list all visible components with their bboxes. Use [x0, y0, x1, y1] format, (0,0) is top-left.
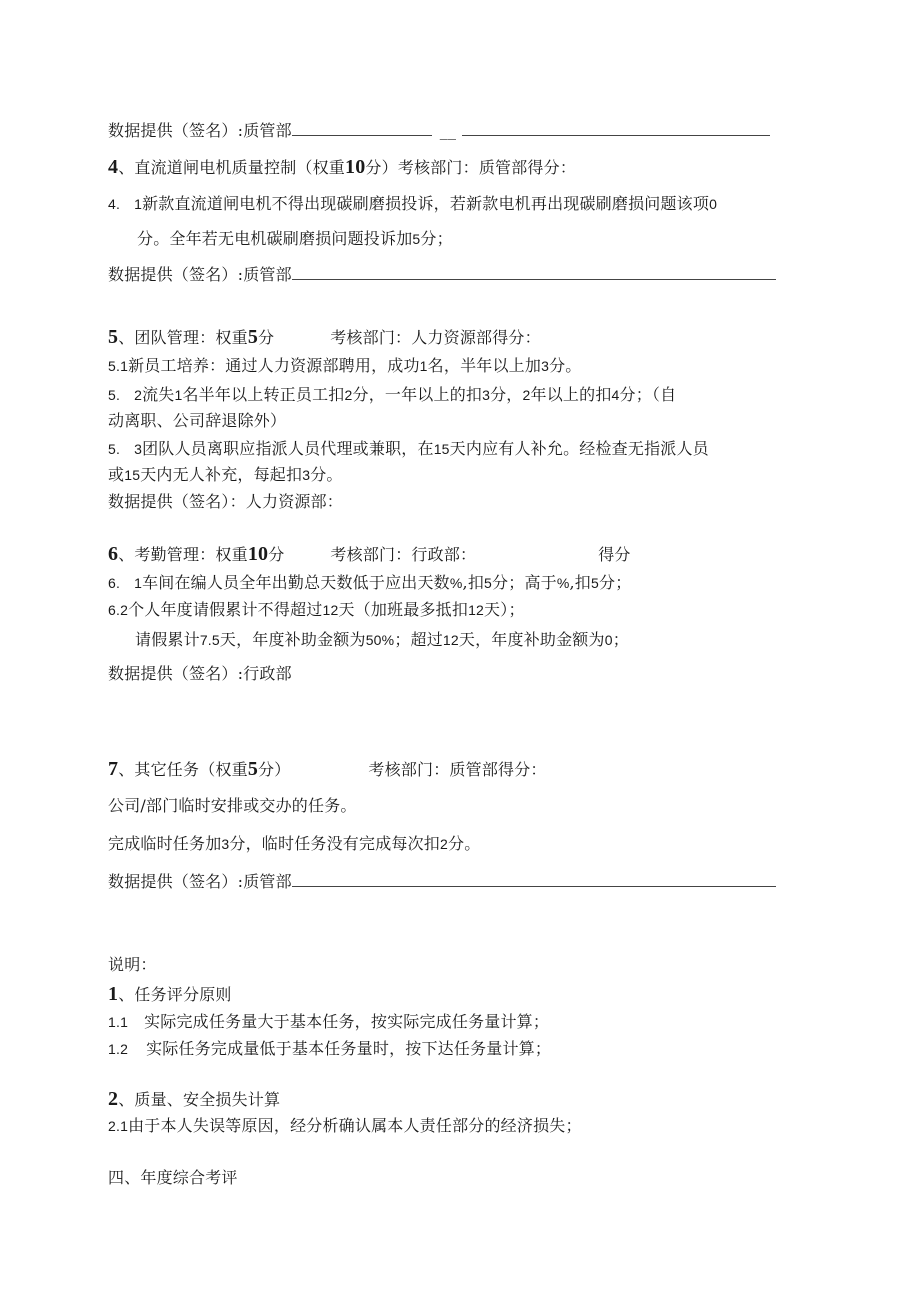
section-four-title: [108, 1168, 238, 1188]
s5-item-3: [108, 439, 709, 459]
s5-weight: 5: [247, 326, 259, 348]
s7-weight: 5: [247, 758, 259, 780]
s7-sign-blank: [292, 874, 776, 887]
s6-weight: 10: [247, 543, 269, 565]
notes-p1-item-1: [108, 1012, 549, 1032]
s3-sign-separator: __: [439, 121, 457, 140]
s4-item-line-1: [108, 194, 717, 214]
s4-item-text-2: 分。全年若无电机碳刷磨损问题投诉加: [137, 229, 413, 248]
s4-item-sub: 1: [134, 196, 143, 212]
s6-item-1-c: 分；高于: [492, 573, 557, 592]
s6-item-1-b: ,扣: [462, 573, 485, 592]
s6-item-2-line-2-e: ；: [612, 630, 629, 649]
s7-weight-unit: 分）: [258, 760, 291, 779]
s5-weight-unit: 分: [258, 328, 275, 347]
s6-item-1-sub: 1: [134, 575, 143, 591]
s6-item-1: [108, 573, 631, 593]
s6-sign-label: 数据提供（签名）:行政部: [108, 664, 292, 683]
s6-item-2-line-2-n3: 12: [442, 632, 459, 648]
notes-p1-number: 1: [108, 983, 119, 1005]
notes-p2-item-1-text: 由于本人失误等原因，经分析确认属本人责任部分的经济损失；: [128, 1116, 582, 1135]
s5-item-2-n1: 1: [174, 387, 183, 403]
s5-item-3-line-2-b: 天内无人补充，每起扣: [140, 465, 303, 484]
s6-item-2-number: 6.2: [108, 602, 129, 618]
s6-number: 6: [108, 543, 119, 565]
s6-item-2-a: 个人年度请假累计不得超过: [128, 600, 323, 619]
s6-sign-line: [108, 664, 292, 684]
s4-sign-line: [108, 265, 776, 285]
s6-item-1-d: ,扣: [569, 573, 592, 592]
s7-line-2-n2: 2: [440, 836, 449, 852]
s6-item-1-number: 6.: [108, 575, 121, 591]
s5-item-2-c: 分，一年以上的扣: [352, 385, 483, 404]
s5-item-3-number: 5.: [108, 441, 121, 457]
s7-line-2-a: 完成临时任务加: [108, 834, 222, 853]
s6-item-2-n2: 12: [468, 602, 485, 618]
notes-p1-item-2: [108, 1039, 551, 1059]
s5-item-2-n3: 3: [482, 387, 491, 403]
s5-item-3-line-2-a: 或: [108, 465, 125, 484]
s6-item-2-line-2: [135, 630, 629, 650]
s5-item-2-n2: 2: [344, 387, 353, 403]
s6-item-1-n1: 5: [484, 575, 493, 591]
s7-line-2-n1: 3: [221, 836, 230, 852]
s5-item-3-line-2-c: 分。: [310, 465, 343, 484]
s5-item-2-line-2-text: 动离职、公司辞退除外）: [108, 411, 287, 430]
s5-item-2-f: 分；（自: [619, 385, 677, 404]
notes-p1-item-1-text: 实际完成任务量大于基本任务，按实际完成任务量计算；: [144, 1012, 550, 1031]
s6-item-1-pct2: %: [556, 575, 570, 591]
s7-sign-line: [108, 872, 776, 892]
s6-item-2-n1: 12: [322, 602, 339, 618]
s4-sign-blank: [292, 267, 776, 280]
s6-score: 得分: [598, 545, 631, 564]
s4-title-after: 分）考核部门：质管部得分：: [365, 158, 577, 177]
s5-sign-line: [108, 492, 343, 512]
s5-item-1: [108, 356, 581, 376]
s4-item-text-1-end: 0: [709, 196, 718, 212]
notes-p2-title: 、质量、安全损失计算: [118, 1090, 281, 1109]
s7-line-2-c: 分。: [448, 834, 481, 853]
s7-number: 7: [108, 758, 119, 780]
notes-heading: [108, 955, 157, 975]
s6-item-2-line-2-b: 天，年度补助金额为: [219, 630, 366, 649]
s5-item-1-mid: 名，半年以上加: [427, 356, 542, 375]
s3-sign-blank-1: [292, 123, 432, 136]
s4-heading: [108, 157, 576, 178]
s6-item-2: [108, 600, 525, 620]
s6-item-1-pct: %: [449, 575, 463, 591]
s5-dept: 考核部门：人力资源部得分：: [330, 328, 541, 347]
s6-item-2-line-2-c: ；超过: [394, 630, 443, 649]
s6-item-1-e: 分；: [599, 573, 632, 592]
s6-title: 、考勤管理：权重: [118, 545, 248, 564]
s5-item-1-number: 5.1: [108, 358, 129, 374]
s5-sign-label: 数据提供（签名）：人力资源部：: [108, 492, 344, 511]
s5-item-3-line-2: [108, 465, 343, 485]
s5-title: 、团队管理：权重: [118, 328, 248, 347]
s7-heading: [108, 759, 547, 780]
s4-item-number: 4.: [108, 196, 121, 212]
s5-item-2-line-2: [108, 411, 286, 431]
s6-item-1-a: 车间在编人员全年出勤总天数低于应出天数: [142, 573, 450, 592]
s6-dept: 考核部门：行政部：: [330, 545, 477, 564]
s5-heading: [108, 327, 541, 348]
notes-p1-item-2-number: 1.2: [108, 1041, 129, 1057]
s5-item-2-number: 5.: [108, 387, 121, 403]
s6-item-2-line-2-d: 天，年度补助金额为: [458, 630, 605, 649]
s6-item-2-line-2-n4: 0: [604, 632, 613, 648]
s7-line-2: [108, 834, 480, 854]
section-four-title-text: 四、年度综合考评: [108, 1168, 238, 1187]
s5-item-3-line-2-n2: 3: [302, 467, 311, 483]
s4-weight: 10: [345, 156, 366, 178]
notes-p2-number: 2: [108, 1088, 119, 1110]
s6-item-2-line-2-n1: 7.5: [199, 632, 220, 648]
s6-heading: [108, 544, 631, 565]
s5-item-1-end: 分。: [549, 356, 582, 375]
s7-line-2-b: 分，临时任务没有完成每次扣: [229, 834, 441, 853]
s7-sign-label: 数据提供（签名）:质管部: [108, 872, 292, 891]
s5-item-3-n1: 15: [433, 441, 450, 457]
s5-item-2-d: 分，: [490, 385, 523, 404]
s4-item-text-2-num: 5: [412, 231, 421, 247]
s5-item-2-e: 年以上的扣: [530, 385, 612, 404]
s6-weight-unit: 分: [268, 545, 285, 564]
s6-item-2-line-2-n2: 50%: [365, 632, 395, 648]
s5-item-1-n1: 1: [419, 358, 428, 374]
s6-item-1-n2: 5: [591, 575, 600, 591]
s3-sign-label: 数据提供（签名）:质管部: [108, 121, 292, 140]
s5-item-1-n2: 3: [541, 358, 550, 374]
s5-item-3-a: 团队人员离职应指派人员代理或兼职，在: [142, 439, 434, 458]
s4-number: 4: [108, 156, 119, 178]
notes-p1-heading: [108, 984, 232, 1005]
s3-sign-line: [108, 121, 770, 141]
s7-line-1-text: 公司/部门临时安排或交办的任务。: [108, 796, 357, 815]
s4-item-text-1: 新款直流道闸电机不得出现碳刷磨损投诉，若新款电机再出现碳刷磨损问题该项: [142, 194, 710, 213]
notes-p1-item-2-text: 实际任务完成量低于基本任务量时，按下达任务量计算；: [146, 1039, 552, 1058]
s6-item-2-line-2-a: 请假累计: [135, 630, 200, 649]
notes-p2-heading: [108, 1089, 280, 1110]
s4-sign-label: 数据提供（签名）:质管部: [108, 265, 292, 284]
notes-p2-item-1-number: 2.1: [108, 1118, 129, 1134]
s4-item-line-2: [137, 229, 453, 249]
notes-p1-item-1-number: 1.1: [108, 1014, 129, 1030]
notes-p2-item-1: [108, 1116, 582, 1136]
s6-item-2-b: 天（加班最多抵扣: [338, 600, 469, 619]
s5-item-3-line-2-n1: 15: [124, 467, 141, 483]
s6-item-2-c: 天）；: [484, 600, 525, 619]
s7-dept: 考核部门：质管部得分：: [368, 760, 547, 779]
s5-item-2-n4: 2: [522, 387, 531, 403]
s3-sign-blank-2: [462, 123, 770, 136]
s5-item-3-sub: 3: [134, 441, 143, 457]
s5-item-1-text: 新员工培养：通过人力资源部聘用，成功: [128, 356, 420, 375]
s5-item-3-b: 天内应有人补允。经检查无指派人员: [449, 439, 709, 458]
s4-item-text-2-end: 分；: [420, 229, 453, 248]
s5-item-2-sub: 2: [134, 387, 143, 403]
s5-item-2-n5: 4: [611, 387, 620, 403]
s4-title: 、直流道闸电机质量控制（权重: [118, 158, 346, 177]
s7-line-1: [108, 796, 357, 816]
s5-number: 5: [108, 326, 119, 348]
s5-item-2-b: 名半年以上转正员工扣: [182, 385, 345, 404]
s5-item-2: [108, 385, 676, 405]
s5-item-2-a: 流失: [142, 385, 175, 404]
notes-p1-title: 、任务评分原则: [118, 985, 232, 1004]
s7-title: 、其它任务（权重: [118, 760, 248, 779]
notes-heading-text: 说明：: [108, 955, 157, 974]
